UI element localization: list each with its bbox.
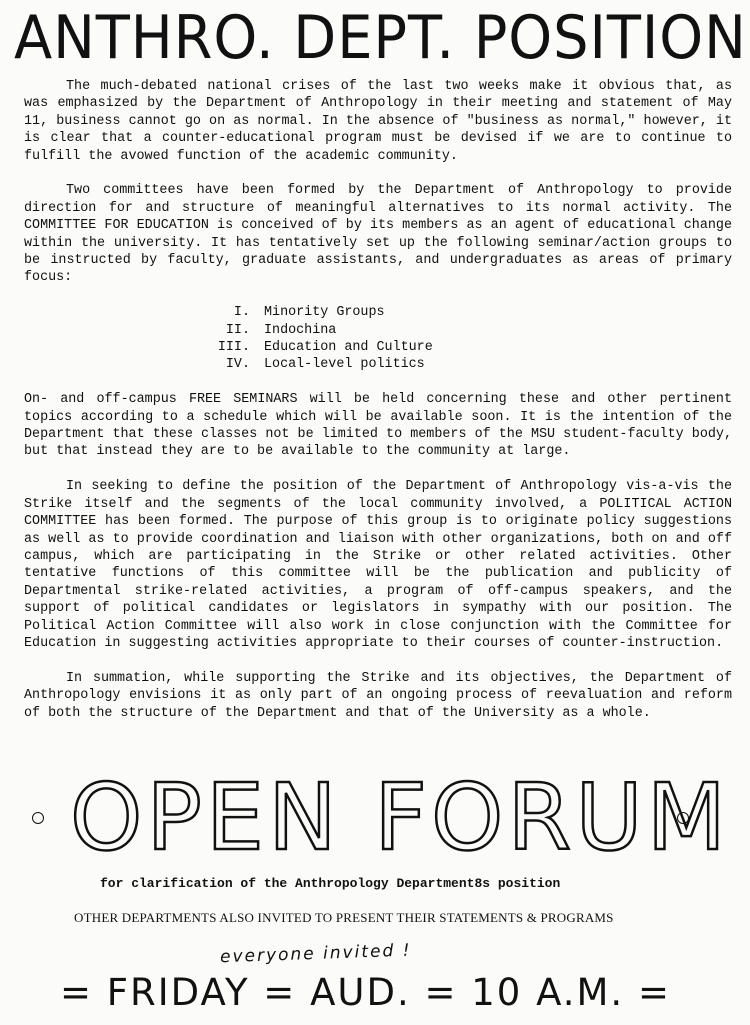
paragraph-committees: Two committees have been formed by the Department of Anthropology to provide direction for and structure of meaningful alternatives to its normal activity. The COMMITTEE FOR EDUCATION is conceived of by its members as an agent of educational change within the university. It has tentatively set up the following seminar/action groups to be instructed by faculty, graduate assistants, and undergraduates as areas of primary focus: [24,183,732,286]
list-item-number: II. [225,322,250,338]
statement-body [24,78,732,739]
headline: ANTHRO. DEPT. POSITION [14,3,747,73]
circle-ornament-left [32,812,44,824]
event-details: = FRIDAY = AUD. = 10 A.M. = [60,971,671,1014]
list-item [24,304,732,321]
list-item-number: I. [233,305,250,321]
list-item-label: Local-level politics [264,357,425,373]
paragraph-political-action: In seeking to define the position of the Department of Anthropology vis-a-vis the Strike itself and the segments of the local community involved, a POLITICAL ACTION COMMITTEE has been formed. The purpose of this group is to originate policy suggestions as well as to provide coordination and liaison with other organizations, both on and off campus, which are participating in the Strike or other related activities. Other tentative functions of this committee will be the publication and publicity of Departmental strike-related activities, a program of off-campus speakers, and the support of political candidates or legislators in sympathy with our position. The Political Action Committee will also work in close conjunction with the Committee for Education in suggesting activities appropriate to their courses of counter-instruction. [24,479,732,651]
list-item-number: III. [217,340,250,356]
list-item [24,356,732,373]
list-item [24,322,732,339]
paragraph-summation: In summation, while supporting the Strike and its objectives, the Department of Anthropology envisions it as only part of an ongoing process of reevaluation and reform of both the structure of the Department and that of the University as a whole. [24,670,732,721]
open-forum-banner [0,765,750,870]
focus-list [24,304,732,374]
list-item-number: IV. [225,357,250,373]
list-item-label: Minority Groups [264,305,385,321]
list-item [24,339,732,356]
everyone-invited-note: everyone invited ! [219,940,412,968]
paragraph-free-seminars: On- and off-campus FREE SEMINARS will be held concerning these and other pertinent topics according to a schedule which will be available soon. It is the intention of the Department that these classes not be limited to members of the MSU student-faculty body, but that instead they are to be available to the community at large. [24,392,732,460]
clarification-line: for clarification of the Anthropology Department8s position [100,876,561,891]
list-item-label: Education and Culture [264,340,433,356]
open-forum-title: OPEN FORUM [70,764,731,871]
other-departments-line: OTHER DEPARTMENTS ALSO INVITED TO PRESENT THEIR STATEMENTS & PROGRAMS [74,910,614,925]
paragraph-crises: The much-debated national crises of the last two weeks make it obvious that, as was emphasized by the Department of Anthropology in their meeting and statement of May 11, business cannot go on as normal. In the absence of "business as normal," however, it is clear that a counter-educational program must be devised if we are to continue to fulfill the avowed function of the academic community. [24,79,732,164]
circle-ornament-right [677,812,689,824]
list-item-label: Indochina [264,322,337,338]
